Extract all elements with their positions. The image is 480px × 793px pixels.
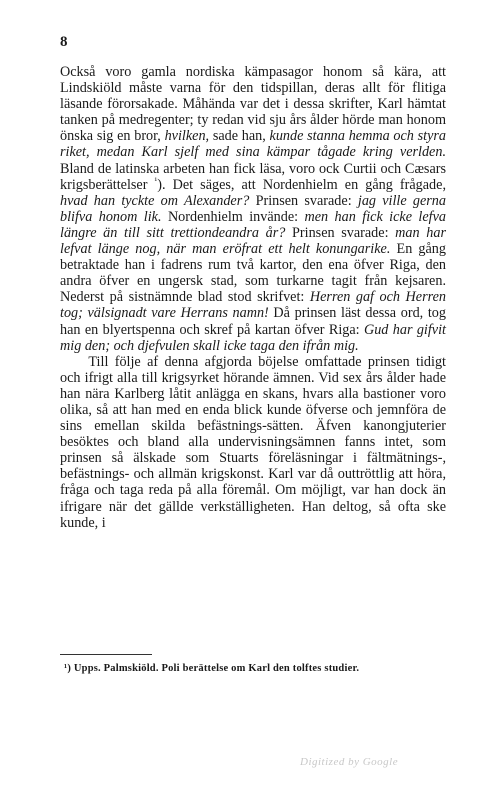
italic-run: hvad han tyckte om Alexander? bbox=[60, 192, 250, 209]
paragraph-1 bbox=[60, 64, 446, 354]
watermark: Digitized by Google bbox=[300, 756, 399, 768]
italic-run: men han fick icke lefva längre än till sitt trettiondeandra år? bbox=[60, 208, 446, 241]
italic-run: Herren gaf och Herren tog; välsignadt vare Herrans namn! bbox=[60, 289, 446, 322]
italic-run: man har lefvat länge nog, när man eröfrat ett helt konungarike. bbox=[60, 224, 446, 258]
italic-run: kunde stanna hemma och styra riket, medan Karl sjelf med sina kämpar tågade kring verlden. bbox=[60, 128, 446, 161]
text-run: Bland de latinska arbeten han fick läsa, voro ock Curtii och Cæsars krigsberättelser bbox=[60, 160, 446, 193]
page-number: 8 bbox=[60, 34, 68, 50]
text-run: Nordenhielm invände: bbox=[161, 208, 305, 225]
body-text bbox=[60, 64, 446, 531]
text-run: En gång betraktade han i fadrens rum två kartor, den ena öfver Riga, den andra öfver en ungersk stad, som turkarne tagit från kejsaren. Nederst på sistnämnde blad stod skrifvet: bbox=[60, 241, 446, 306]
text-run: Till följe af denna afgjorda böjelse omfattade prinsen tidigt och ifrigt alla till krigsyrket hörande ämnen. Vid sex års ålder hade han nära Karlberg låtit anlägga en skans, hvars alla bastioner voro olika, så att han med en enda blick kunde öfverse och jemnföra de sins emellan skilda befästnings-sätten. Äfven kanongjuterier besöktes och bland alla undervisningsämnen fanns intet, som prinsen så älskade som Stuarts föreläsningar i fältmätnings-, befästnings- och allmän krigskonst. Karl var då outtröttlig att höra, fråga och taga reda på alla föremål. Om möjligt, var han dock än ifrigare när det gällde verkställigheten. Han deltog, så ofta ske kunde, i bbox=[60, 353, 446, 531]
footnote: ¹) Upps. Palmskiöld. Poli berättelse om Karl den tolftes studier. bbox=[64, 663, 360, 674]
paragraph-2 bbox=[60, 354, 446, 531]
italic-run: jag ville gerna blifva honom lik. bbox=[60, 192, 446, 225]
text-run: Prinsen svarade: bbox=[285, 224, 396, 241]
text-run: Då prinsen läst dessa ord, tog han en blyertspenna och skref på kartan öfver Riga: bbox=[60, 305, 446, 338]
italic-run: Gud har gifvit mig den; och djefvulen skall icke taga den ifrån mig. bbox=[60, 321, 446, 354]
footnote-rule bbox=[60, 654, 152, 655]
text-run: Också voro gamla nordiska kämpasagor honom så kära, att Lindskiöld måste varna för den tidspillan, deras allt för flitiga läsande förorsakade. Måhända var det i dessa skrifter, Karl hämtat tanken på medregenter; ty redan vid sju års ålder hörde man honom önska sig en bror, bbox=[60, 64, 446, 145]
text-run: ). Det säges, att Nordenhielm en gång frågade, bbox=[157, 176, 446, 193]
italic-run: hvilken, bbox=[164, 128, 210, 145]
text-run: Prinsen svarade: bbox=[249, 192, 358, 209]
footnote-marker: ¹ bbox=[154, 174, 158, 185]
text-run: sade han, bbox=[209, 128, 270, 145]
